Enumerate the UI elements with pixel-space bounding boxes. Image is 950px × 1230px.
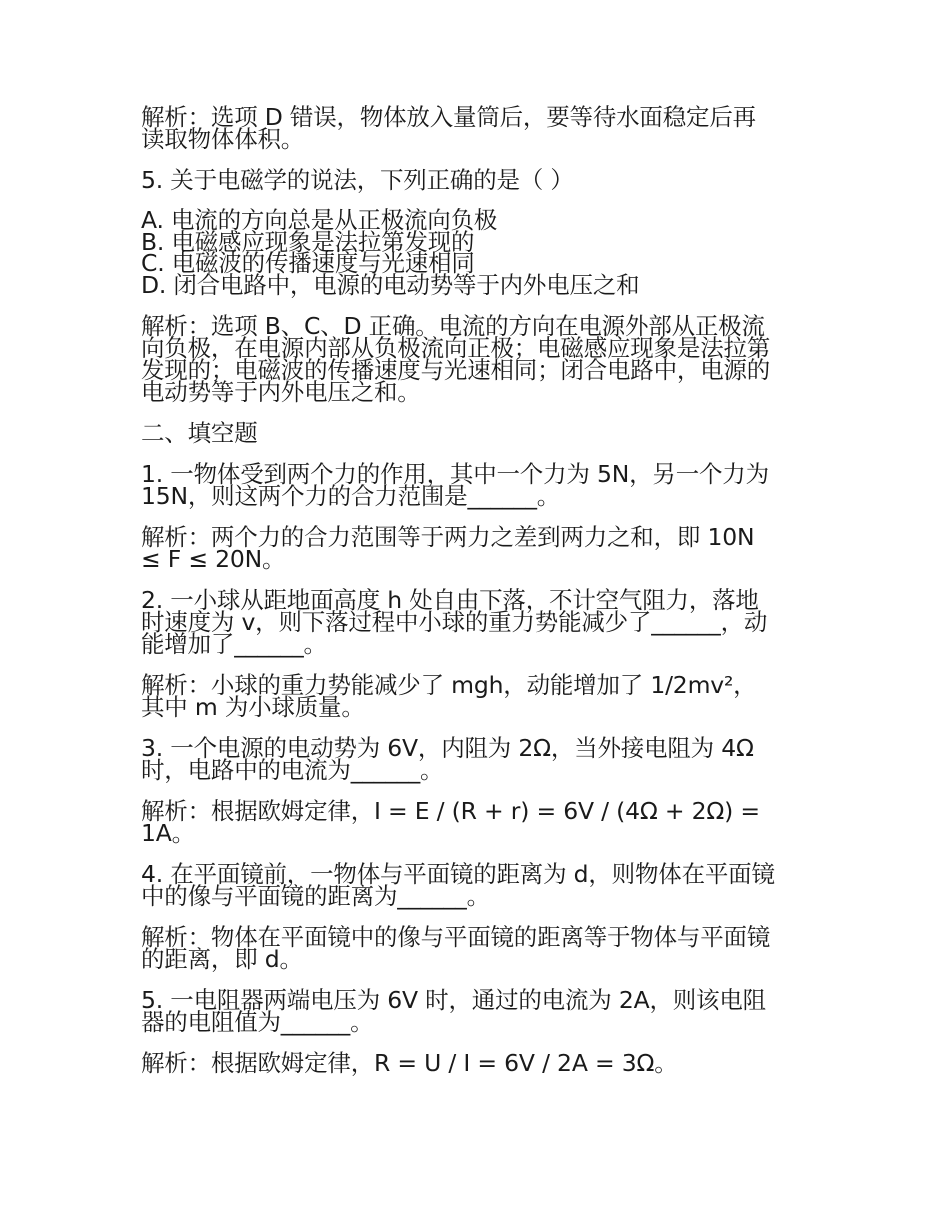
text-line: 的距离，即 d。 [141,945,303,973]
text-line: 能增加了______。 [141,630,327,658]
document-page [141,103,816,1093]
section-heading: 二、填空题 [141,419,258,447]
text-line: 15N，则这两个力的合力范围是______。 [141,482,561,510]
option-b: B. 电磁感应现象是法拉第发现的 [141,227,475,256]
option-c: C. 电磁波的传播速度与光速相同 [141,249,475,277]
text-line: 1. 一物体受到两个力的作用，其中一个力为 5N，另一个力为 [141,460,769,488]
fill-analysis-4 [141,923,816,973]
text-line: 读取物体体积。 [141,125,305,153]
fill-analysis-5 [141,1049,816,1077]
text-line: 解析：选项 B、C、D 正确。电流的方向在电源外部从正极流 [141,312,765,340]
text-line: 时，电路中的电流为______。 [141,756,444,784]
text-line: 解析：小球的重力势能减少了 mgh，动能增加了 1/2mv²， [141,671,757,699]
text-line: 发现的；电磁波的传播速度与光速相同；闭合电路中，电源的 [141,356,771,384]
prev-analysis [141,103,816,153]
text-line: 3. 一个电源的电动势为 6V，内阻为 2Ω，当外接电阻为 4Ω [141,734,754,762]
text-line: 向负极，在电源内部从负极流向正极；电磁感应现象是法拉第 [141,334,771,362]
fill-analysis-1 [141,523,816,573]
choice-question-5 [141,166,816,194]
fill-question-2 [141,586,816,658]
text-line: 解析：根据欧姆定律，R = U / I = 6V / 2A = 3Ω。 [141,1049,678,1077]
text-line: 中的像与平面镜的距离为______。 [141,882,490,910]
question-text: 5. 关于电磁学的说法，下列正确的是（ ） [141,166,574,194]
text-line: 解析：两个力的合力范围等于两力之差到两力之和，即 10N [141,523,755,551]
text-line: 解析：选项 D 错误，物体放入量筒后，要等待水面稳定后再 [141,103,756,131]
text-line: 解析：根据欧姆定律，I = E / (R + r) = 6V / (4Ω + 2Ω) = [141,797,760,825]
option-d: D. 闭合电路中，电源的电动势等于内外电压之和 [141,270,640,299]
text-line: 4. 在平面镜前，一物体与平面镜的距离为 d，则物体在平面镜 [141,860,775,888]
fill-question-1 [141,460,816,510]
fill-analysis-3 [141,797,816,847]
text-line: 其中 m 为小球质量。 [141,693,365,721]
text-line: 2. 一小球从距地面高度 h 处自由下落，不计空气阻力，落地 [141,586,759,614]
text-line: 器的电阻值为______。 [141,1008,374,1036]
fill-question-4 [141,860,816,910]
section-title [141,419,816,447]
option-a: A. 电流的方向总是从正极流向负极 [141,206,498,234]
text-line: 解析：物体在平面镜中的像与平面镜的距离等于物体与平面镜 [141,923,771,951]
text-line: 电动势等于内外电压之和。 [141,378,421,406]
text-line: ≤ F ≤ 20N。 [141,545,286,573]
text-line: 时速度为 v，则下落过程中小球的重力势能减少了______，动 [141,608,768,636]
choice-options [141,206,816,299]
text-line: 1A。 [141,819,195,847]
text-line: 5. 一电阻器两端电压为 6V 时，通过的电流为 2A，则该电阻 [141,986,766,1014]
fill-analysis-2 [141,671,816,721]
fill-question-5 [141,986,816,1036]
fill-question-3 [141,734,816,784]
choice-analysis [141,312,816,406]
